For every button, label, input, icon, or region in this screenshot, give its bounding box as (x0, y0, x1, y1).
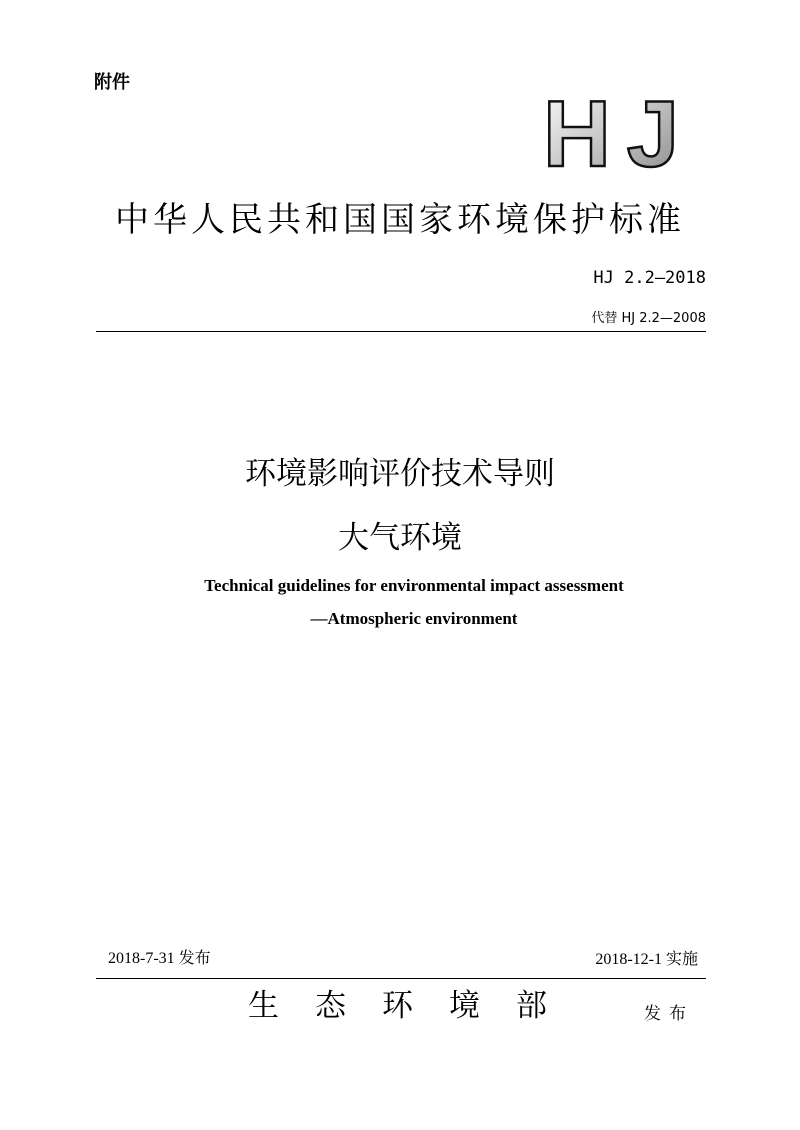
document-subtitle-cn: 大气环境 (338, 520, 462, 556)
release-label: 发布 (644, 1004, 694, 1024)
publish-date: 2018-7-31 发布 (108, 950, 211, 967)
implement-date: 2018-12-1 实施 (595, 951, 698, 968)
issuer-title: 中华人民共和国国家环境保护标准 (115, 200, 685, 240)
footer-divider (96, 978, 706, 979)
publisher-name: 生态环境部 (248, 988, 583, 1024)
logo-text: HJ (543, 96, 679, 170)
document-title-cn: 环境影响评价技术导则 (245, 456, 555, 492)
header-divider (96, 331, 706, 332)
document-title-en: Technical guidelines for environmental impact assessment (204, 576, 624, 595)
attachment-label: 附件 (94, 72, 130, 93)
standard-number: HJ 2.2—2018 (593, 268, 706, 288)
document-subtitle-en: —Atmospheric environment (310, 609, 518, 628)
hj-logo (543, 96, 683, 170)
replaces-standard: 代替 HJ 2.2—2008 (591, 311, 706, 326)
